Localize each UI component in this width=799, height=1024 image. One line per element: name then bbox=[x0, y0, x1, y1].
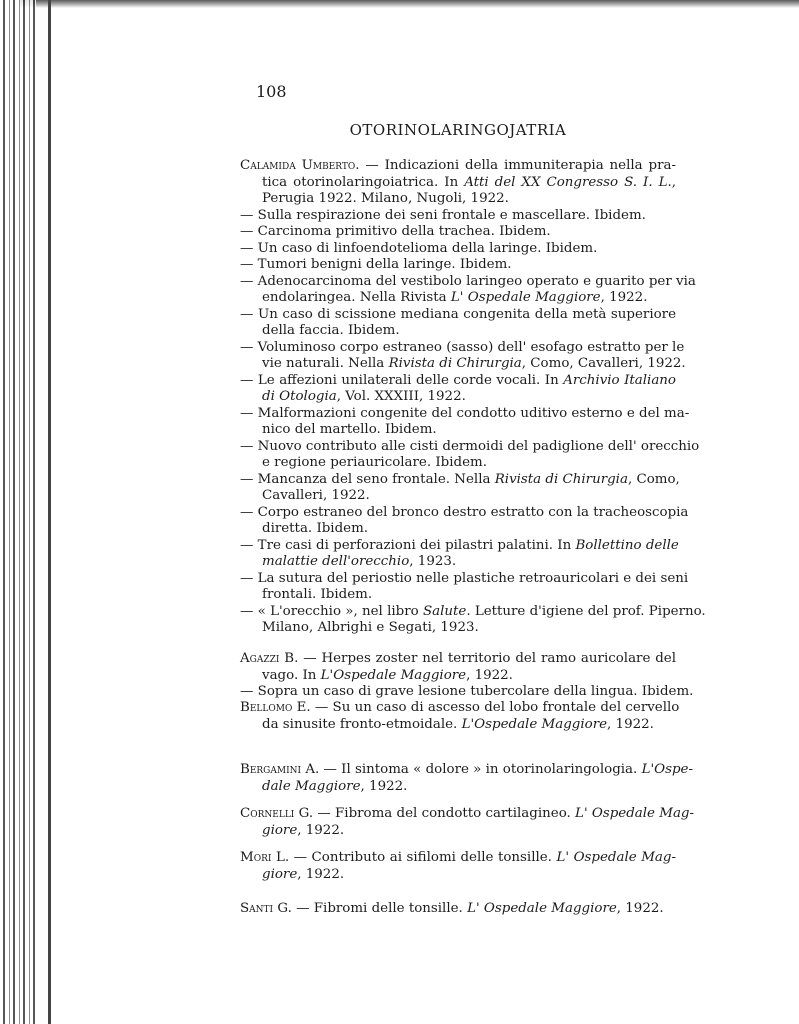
text-segment: , 1922. bbox=[607, 716, 654, 732]
text-line bbox=[262, 323, 676, 340]
publication-title: giore bbox=[262, 866, 298, 882]
text-segment: endolaringea. Nella Rivista bbox=[262, 290, 451, 305]
text-segment: , 1922. bbox=[297, 822, 345, 838]
scan-top-edge bbox=[20, 0, 799, 8]
text-line bbox=[262, 290, 676, 307]
bibliography-entry bbox=[240, 651, 694, 701]
text-segment: — Fibroma del condotto cartilagineo. bbox=[313, 806, 576, 821]
text-segment: diretta. Ibidem. bbox=[262, 521, 369, 536]
text-line bbox=[240, 850, 676, 867]
text-segment: , bbox=[671, 174, 676, 190]
text-segment: — « L'orecchio », nel libro bbox=[240, 603, 423, 619]
publication-title: giore bbox=[262, 822, 298, 838]
author-name: Santi G. bbox=[240, 901, 292, 916]
text-segment: — Mancanza del seno frontale. Nella bbox=[240, 471, 495, 487]
text-line bbox=[262, 779, 676, 796]
publication-title: L'Ospe- bbox=[641, 762, 694, 777]
text-line bbox=[262, 587, 676, 604]
text-line bbox=[240, 762, 694, 779]
text-line bbox=[240, 684, 694, 701]
publication-title: Bollettino delle bbox=[575, 537, 679, 553]
text-segment: Cavalleri, 1922. bbox=[262, 488, 370, 503]
publication-title: Atti del XX Congresso S. I. L. bbox=[464, 174, 672, 190]
text-segment: , Como, Cavalleri, 1922. bbox=[521, 356, 686, 371]
publication-title: L' Ospedale Mag- bbox=[575, 806, 695, 821]
author-name: Calamida Umberto. bbox=[240, 158, 360, 173]
text-segment: — Fibromi delle tonsille. bbox=[291, 901, 468, 916]
text-segment: — Sulla respirazione dei seni frontale e mascellare. Ibidem. bbox=[240, 207, 646, 223]
bibliography-entry bbox=[240, 158, 706, 637]
text-segment: , 1922. bbox=[466, 667, 513, 683]
text-line bbox=[262, 356, 686, 373]
section-title: OTORINOLARINGOJATRIA bbox=[349, 121, 567, 139]
publication-title: Salute bbox=[422, 603, 467, 619]
text-line bbox=[262, 867, 676, 884]
text-line bbox=[240, 241, 676, 258]
text-line bbox=[262, 175, 676, 192]
text-line bbox=[262, 389, 676, 406]
text-segment: , Como, bbox=[627, 471, 680, 487]
text-line bbox=[262, 668, 676, 685]
text-segment: , 1922. bbox=[297, 866, 345, 882]
publication-title: L'Ospedale Maggiore bbox=[320, 667, 467, 683]
text-line bbox=[262, 717, 676, 734]
text-segment: vie naturali. Nella bbox=[262, 356, 389, 371]
text-line bbox=[240, 901, 676, 918]
text-line bbox=[240, 273, 696, 291]
text-line bbox=[240, 307, 676, 324]
text-segment: — Malformazioni congenite del condotto uditivo esterno e del ma- bbox=[240, 405, 690, 421]
text-segment: — Un caso di linfoendotelioma della laringe. Ibidem. bbox=[240, 240, 598, 256]
text-line bbox=[240, 806, 695, 823]
text-line bbox=[240, 224, 676, 241]
text-line bbox=[262, 191, 676, 208]
text-segment: — La sutura del periostio nelle plastiche retroauricolari e dei seni bbox=[240, 570, 689, 586]
text-line bbox=[240, 537, 679, 555]
text-line bbox=[240, 339, 685, 357]
publication-title: Rivista di Chirurgia bbox=[494, 471, 628, 487]
text-segment: da sinusite fronto-etmoidale. bbox=[262, 716, 462, 732]
text-segment: — Sopra un caso di grave lesione tubercolare della lingua. Ibidem. bbox=[240, 684, 694, 699]
text-segment: — Le affezioni unilaterali delle corde vocali. In bbox=[240, 372, 564, 388]
text-line bbox=[240, 405, 690, 423]
text-segment: — Voluminoso corpo estraneo (sasso) dell' esofago estratto per le bbox=[240, 339, 685, 355]
bibliography-entry bbox=[240, 901, 676, 918]
text-line bbox=[240, 373, 676, 390]
text-line bbox=[240, 570, 689, 588]
publication-title: Archivio Italiano bbox=[563, 372, 676, 388]
text-segment: — Il sintoma « dolore » in otorinolaringologia. bbox=[319, 762, 642, 777]
scan-binding-edge bbox=[0, 0, 36, 1024]
author-name: Bellomo E. bbox=[240, 700, 311, 715]
text-segment: Milano, Albrighi e Segati, 1923. bbox=[262, 620, 479, 635]
publication-title: L' Ospedale Maggiore bbox=[450, 290, 601, 305]
text-segment: — Adenocarcinoma del vestibolo laringeo operato e guarito per via bbox=[240, 273, 696, 289]
text-segment: — Nuovo contributo alle cisti dermoidi del padiglione dell' orecchio bbox=[240, 438, 700, 454]
text-line bbox=[240, 438, 700, 456]
publication-title: di Otologia bbox=[262, 389, 337, 404]
text-segment: , 1922. bbox=[600, 290, 648, 305]
page-number: 108 bbox=[256, 82, 287, 101]
publication-title: Rivista di Chirurgia bbox=[388, 356, 522, 371]
scan-binding-line bbox=[48, 0, 51, 1024]
bibliography-entry bbox=[240, 762, 694, 795]
text-line bbox=[262, 554, 676, 571]
author-name: Cornelli G. bbox=[240, 806, 314, 821]
text-line bbox=[262, 455, 676, 472]
publication-title: L' Ospedale Maggiore bbox=[467, 901, 617, 916]
bibliography-entry bbox=[240, 806, 695, 839]
text-line bbox=[240, 208, 676, 225]
text-segment: nico del martello. Ibidem. bbox=[262, 422, 437, 437]
author-name: Bergamini A. bbox=[240, 762, 320, 777]
text-segment: tica otorinolaringoiatrica. In bbox=[262, 174, 465, 190]
bibliography-entry bbox=[240, 700, 680, 733]
publication-title: malattie dell'orecchio bbox=[262, 554, 410, 569]
bibliography-entry bbox=[240, 850, 676, 883]
text-line bbox=[240, 158, 676, 175]
text-segment: , Vol. XXXIII, 1922. bbox=[336, 389, 466, 404]
publication-title: L'Ospedale Maggiore bbox=[461, 716, 608, 732]
text-line bbox=[240, 504, 689, 522]
text-segment: — Contributo ai sifilomi delle tonsille. bbox=[289, 850, 557, 865]
text-segment: . Letture d'igiene del prof. Piperno. bbox=[466, 603, 706, 619]
text-line bbox=[262, 521, 676, 538]
text-line bbox=[240, 257, 676, 274]
text-line bbox=[240, 471, 680, 489]
text-segment: — Herpes zoster nel territorio del ramo auricolare del bbox=[298, 651, 676, 666]
author-name: Mori L. bbox=[240, 850, 290, 865]
text-line bbox=[240, 603, 706, 621]
text-line bbox=[240, 700, 680, 717]
text-line bbox=[262, 422, 676, 439]
publication-title: dale Maggiore bbox=[262, 778, 361, 794]
text-segment: frontali. Ibidem. bbox=[262, 587, 373, 602]
text-segment: — Indicazioni della immuniterapia nella pra- bbox=[359, 158, 676, 173]
text-segment: — Tumori benigni della laringe. Ibidem. bbox=[240, 257, 512, 272]
publication-title: L' Ospedale Mag- bbox=[556, 850, 676, 865]
text-line bbox=[262, 620, 676, 637]
text-line bbox=[262, 823, 676, 840]
text-segment: vago. In bbox=[262, 667, 321, 683]
text-segment: della faccia. Ibidem. bbox=[262, 323, 400, 338]
text-segment: — Carcinoma primitivo della trachea. Ibidem. bbox=[240, 224, 551, 239]
text-segment: e regione periauricolare. Ibidem. bbox=[262, 455, 487, 470]
text-segment: — Tre casi di perforazioni dei pilastri palatini. In bbox=[240, 537, 576, 553]
text-line bbox=[240, 651, 676, 668]
author-name: Agazzi B. bbox=[240, 651, 299, 666]
text-segment: , 1923. bbox=[409, 554, 457, 569]
text-segment: , 1922. bbox=[360, 778, 408, 794]
text-segment: — Un caso di scissione mediana congenita della metà superiore bbox=[240, 306, 676, 322]
text-segment: Perugia 1922. Milano, Nugoli, 1922. bbox=[262, 191, 509, 206]
text-segment: — Corpo estraneo del bronco destro estratto con la tracheoscopia bbox=[240, 504, 689, 520]
text-segment: , 1922. bbox=[616, 901, 664, 916]
text-segment: — Su un caso di ascesso del lobo frontale del cervello bbox=[310, 700, 680, 715]
text-line bbox=[262, 488, 676, 505]
